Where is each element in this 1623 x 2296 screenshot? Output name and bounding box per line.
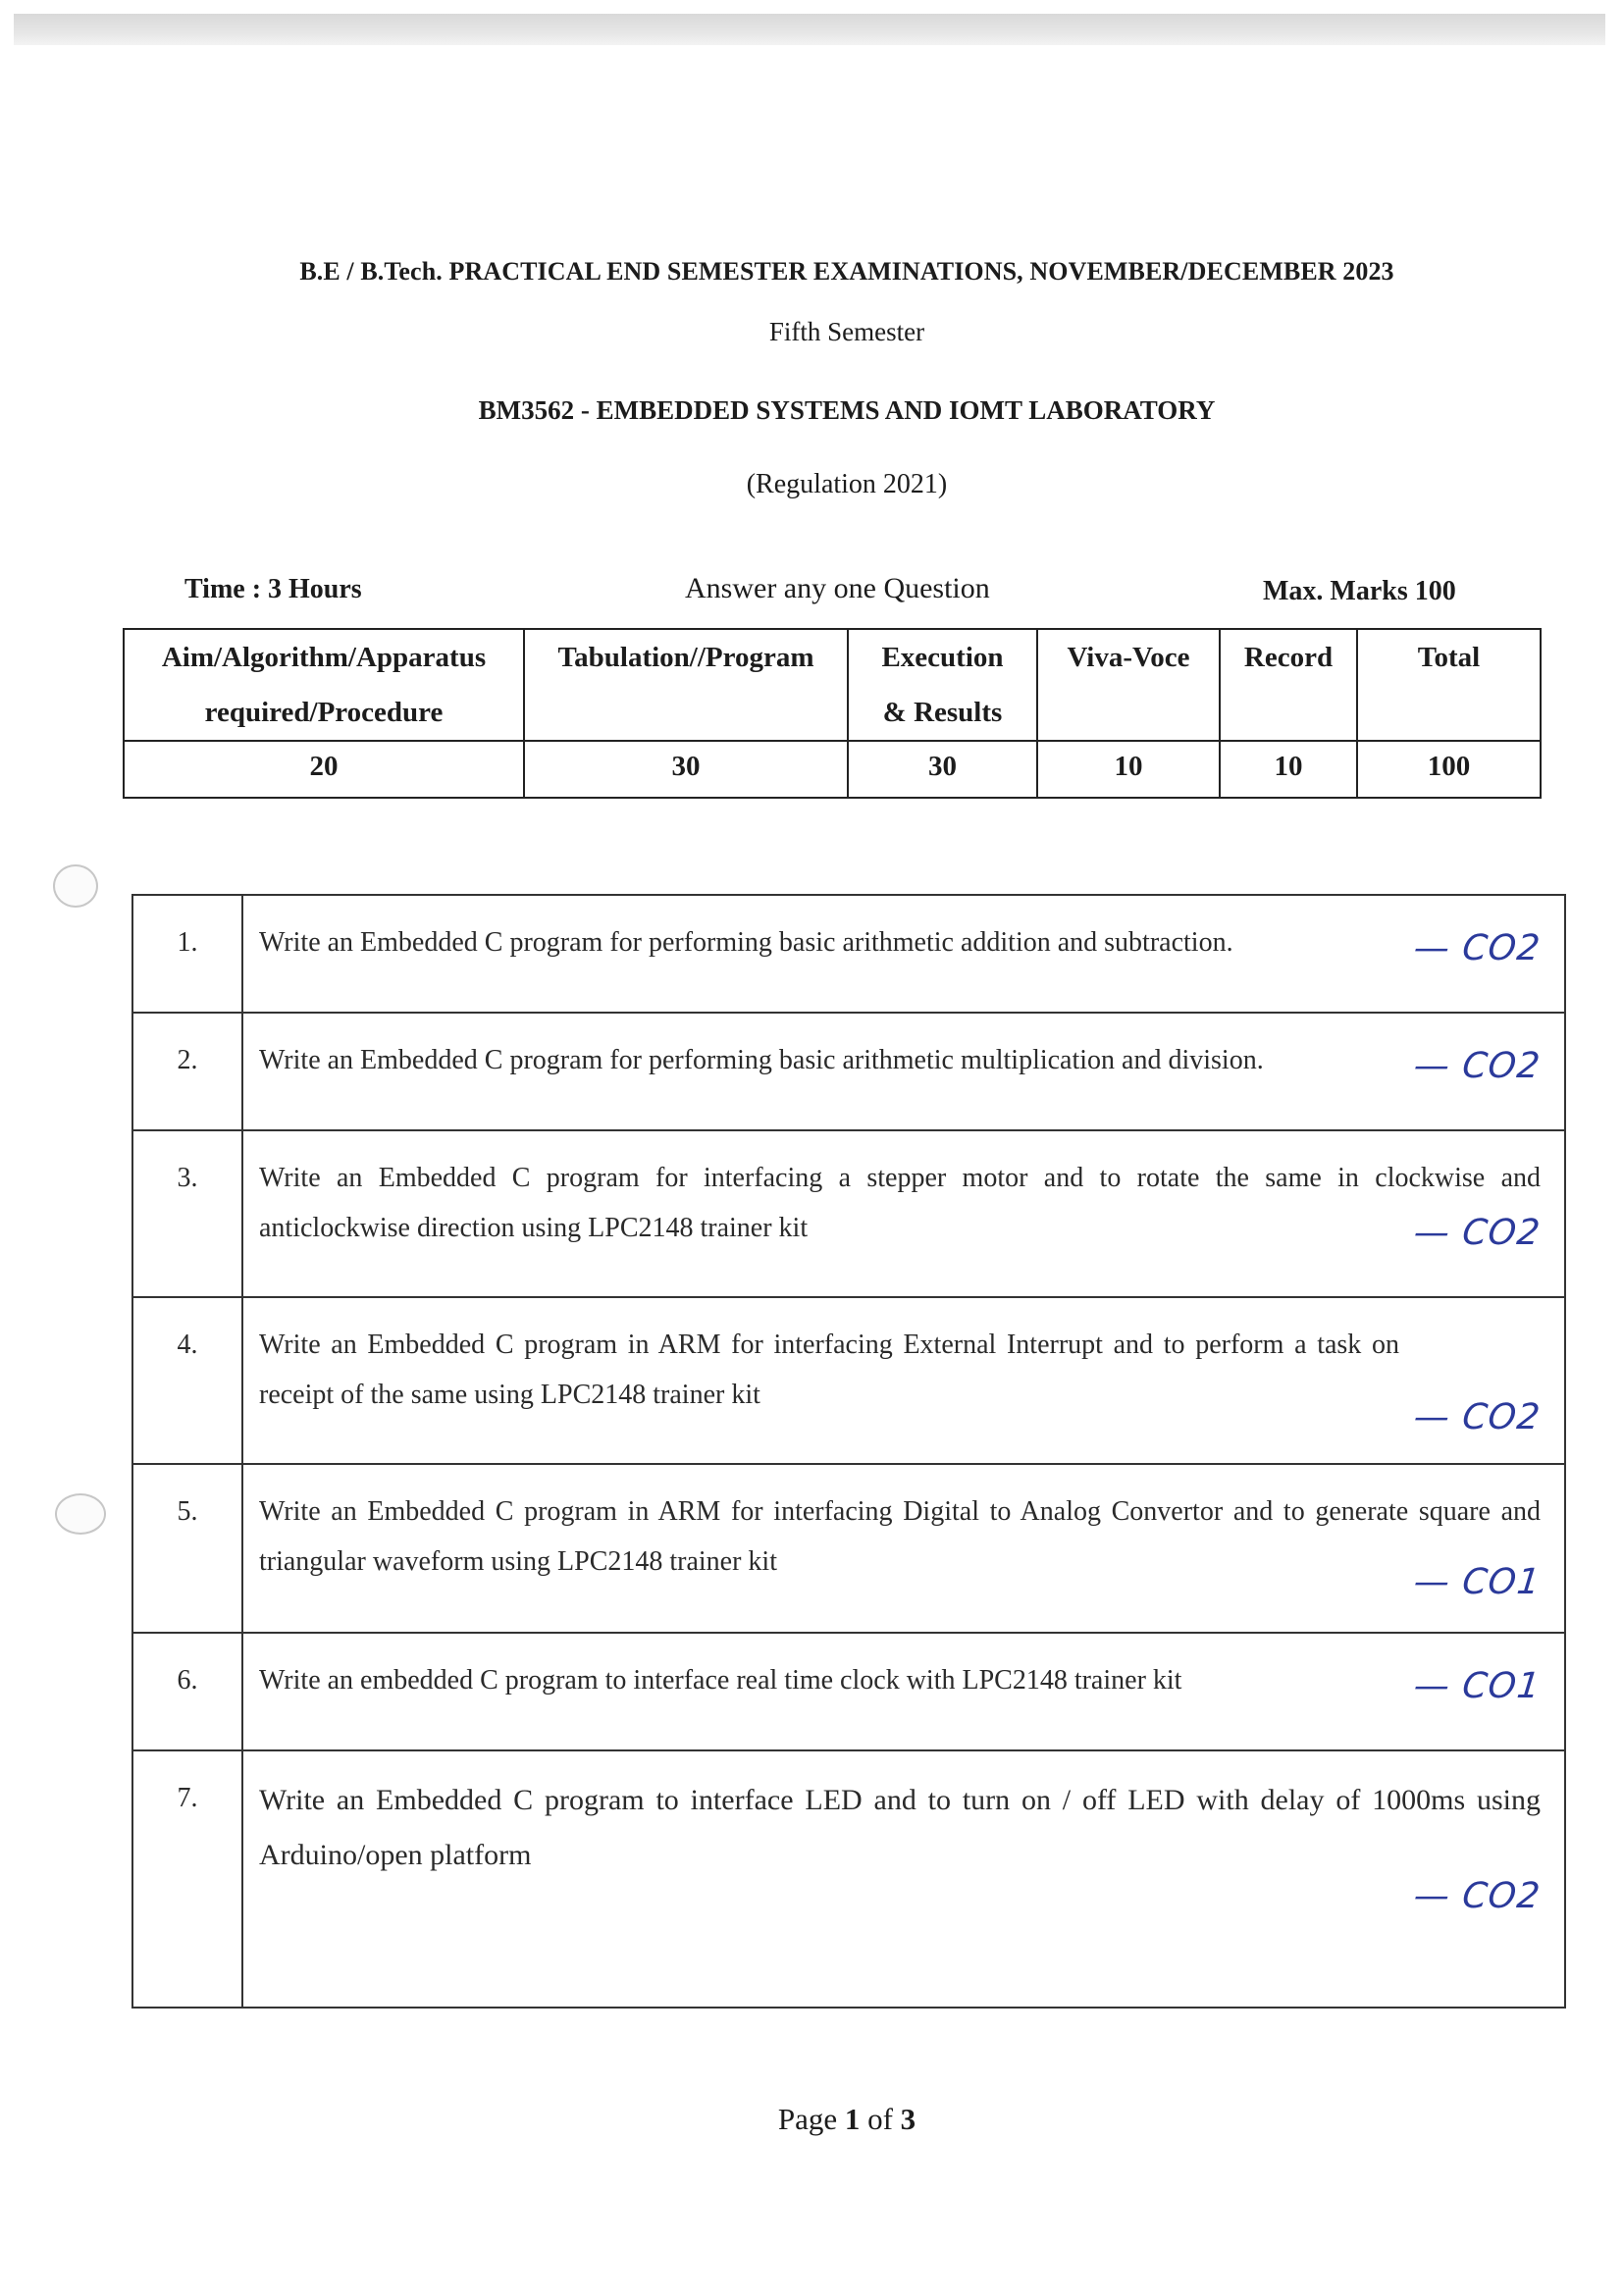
time-duration: Time : 3 Hours	[184, 574, 362, 604]
marks-header-cell: Total	[1357, 629, 1541, 741]
marks-header-row	[124, 629, 1541, 741]
marks-value-cell: 10	[1220, 741, 1357, 798]
question-text: Write an Embedded C program in ARM for interfacing External Interrupt and to perform a task on receipt of the same using LPC2148 trainer kit	[259, 1330, 1399, 1410]
question-text: Write an Embedded C program for performing basic arithmetic multiplication and division.	[259, 1045, 1264, 1075]
question-row	[132, 1297, 1565, 1464]
marks-distribution-table	[123, 628, 1542, 799]
exam-title: B.E / B.Tech. PRACTICAL END SEMESTER EXAMINATIONS, NOVEMBER/DECEMBER 2023	[299, 257, 1394, 286]
marks-header-cell: Record	[1220, 629, 1357, 741]
question-cell	[242, 1130, 1565, 1297]
scan-edge-strip	[14, 14, 1605, 45]
course-outcome-mark: — CO1	[1412, 1562, 1544, 1602]
marks-header-cell: Aim/Algorithm/Apparatus required/Procedure	[124, 629, 524, 741]
question-text: Write an Embedded C program in ARM for interfacing Digital to Analog Convertor and to generate square and triangular waveform using LPC2148 trainer kit	[259, 1496, 1541, 1577]
question-cell	[242, 1633, 1565, 1750]
question-text: Write an embedded C program to interface real time clock with LPC2148 trainer kit	[259, 1665, 1182, 1696]
question-cell	[242, 1750, 1565, 2008]
question-number: 6.	[132, 1633, 242, 1750]
page-number: 1	[844, 2102, 861, 2136]
marks-header-cell: Viva-Voce	[1037, 629, 1220, 741]
course-outcome-mark: — CO2	[1412, 1397, 1544, 1437]
marks-value-cell: 10	[1037, 741, 1220, 798]
punch-hole-middle	[55, 1493, 106, 1535]
semester-label: Fifth Semester	[768, 317, 925, 346]
marks-value-cell: 30	[524, 741, 848, 798]
marks-value-cell: 30	[848, 741, 1037, 798]
regulation-label: (Regulation 2021)	[746, 469, 948, 499]
marks-header-cell: Tabulation//Program	[524, 629, 848, 741]
question-cell	[242, 1013, 1565, 1130]
questions-table	[131, 894, 1566, 2009]
question-text: Write an Embedded C program for performing basic arithmetic addition and subtraction.	[259, 927, 1233, 958]
max-marks: Max. Marks 100	[1263, 576, 1456, 606]
punch-hole-top	[53, 864, 98, 908]
question-text: Write an Embedded C program to interface LED and to turn on / off LED with delay of 1000ms using Arduino/open platform	[259, 1784, 1541, 1871]
question-number: 4.	[132, 1297, 242, 1464]
question-cell	[242, 1464, 1565, 1633]
question-number: 5.	[132, 1464, 242, 1633]
question-row	[132, 895, 1565, 1013]
question-row	[132, 1130, 1565, 1297]
question-number: 2.	[132, 1013, 242, 1130]
marks-value-row	[124, 741, 1541, 798]
page-total: 3	[900, 2102, 916, 2136]
question-cell	[242, 1297, 1565, 1464]
question-row	[132, 1013, 1565, 1130]
course-outcome-mark: — CO1	[1412, 1666, 1544, 1706]
question-number: 3.	[132, 1130, 242, 1297]
subject-title: BM3562 - EMBEDDED SYSTEMS AND IOMT LABORATORY	[478, 395, 1216, 425]
question-row	[132, 1750, 1565, 2008]
marks-value-cell: 20	[124, 741, 524, 798]
course-outcome-mark: — CO2	[1412, 1876, 1544, 1916]
question-cell	[242, 895, 1565, 1013]
question-text: Write an Embedded C program for interfacing a stepper motor and to rotate the same in clockwise and anticlockwise direction using LPC2148 trainer kit	[259, 1163, 1541, 1243]
course-outcome-mark: — CO2	[1412, 1213, 1544, 1253]
page-indicator: Page 1 of 3	[777, 2102, 916, 2136]
answer-instruction: Answer any one Question	[685, 572, 990, 604]
course-outcome-mark: — CO2	[1412, 1046, 1544, 1086]
question-number: 1.	[132, 895, 242, 1013]
question-row	[132, 1464, 1565, 1633]
marks-header-cell: Execution & Results	[848, 629, 1037, 741]
course-outcome-mark: — CO2	[1412, 928, 1544, 968]
marks-value-cell: 100	[1357, 741, 1541, 798]
question-number: 7.	[132, 1750, 242, 2008]
question-row	[132, 1633, 1565, 1750]
